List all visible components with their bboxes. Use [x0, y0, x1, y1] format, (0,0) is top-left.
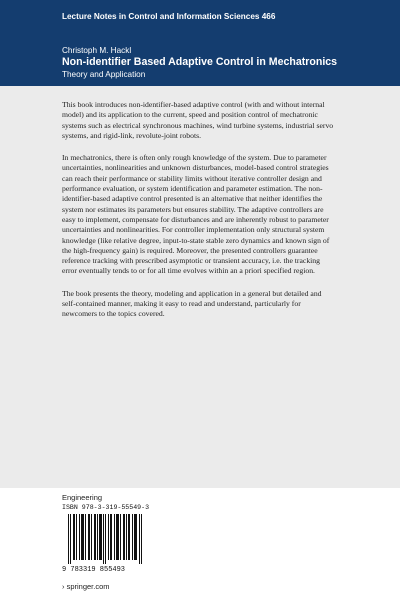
series-line: Lecture Notes in Control and Information Sciences 466: [62, 12, 276, 21]
author-name: Christoph M. Hackl: [62, 46, 132, 55]
description-paragraph: The book presents the theory, modeling and application in a general but detailed and self-contained manner, making it easy to read and understand, particularly for newcomers to the topics covered.: [62, 288, 322, 319]
footer-band: [0, 488, 400, 600]
isbn-text: ISBN 978-3-319-55549-3: [62, 504, 150, 511]
category-label: Engineering: [62, 493, 103, 502]
springer-link[interactable]: › springer.com: [62, 582, 110, 591]
description-paragraph: This book introduces non-identifier-based adaptive control (with and without internal model) and its application to the current, speed and position control of mechatronic systems such as electrical synchronous machines, wind turbine systems, industrial servo systems, and rigid-link, revolute-joint robots.: [62, 100, 334, 140]
book-title: Non-identifier Based Adaptive Control in Mechatronics: [62, 56, 338, 68]
description-body: [62, 100, 334, 332]
barcode-icon: [68, 514, 142, 564]
description-paragraph: In mechatronics, there is often only rough knowledge of the system. Due to parameter uncertainties, nonlinearities and unknown disturbances, model-based control strategies can reach their performance or stability limits without iterative controller design and performance evaluation, or system identification and parameter estimation. The non-identifier-based adaptive control presented is an alternative that neither identifies the system nor estimates its parameters but ensures stability. The adaptive controllers are easy to implement, compensate for disturbances and are inherently robust to parameter uncertainties and nonlinearities. For controller implementation only structural system knowledge (like relative degree, input-to-state stable zero dynamics and known sign of the high-frequency gain) is required. Moreover, the presented controllers guarantee reference tracking with prescribed asymptotic or transient accuracy, i.e. the tracking error eventually tends to or for all time evolves within an a priori specified region.: [62, 153, 330, 276]
book-subtitle: Theory and Application: [62, 70, 146, 79]
barcode-digits: 9 783319 855493: [62, 566, 126, 574]
